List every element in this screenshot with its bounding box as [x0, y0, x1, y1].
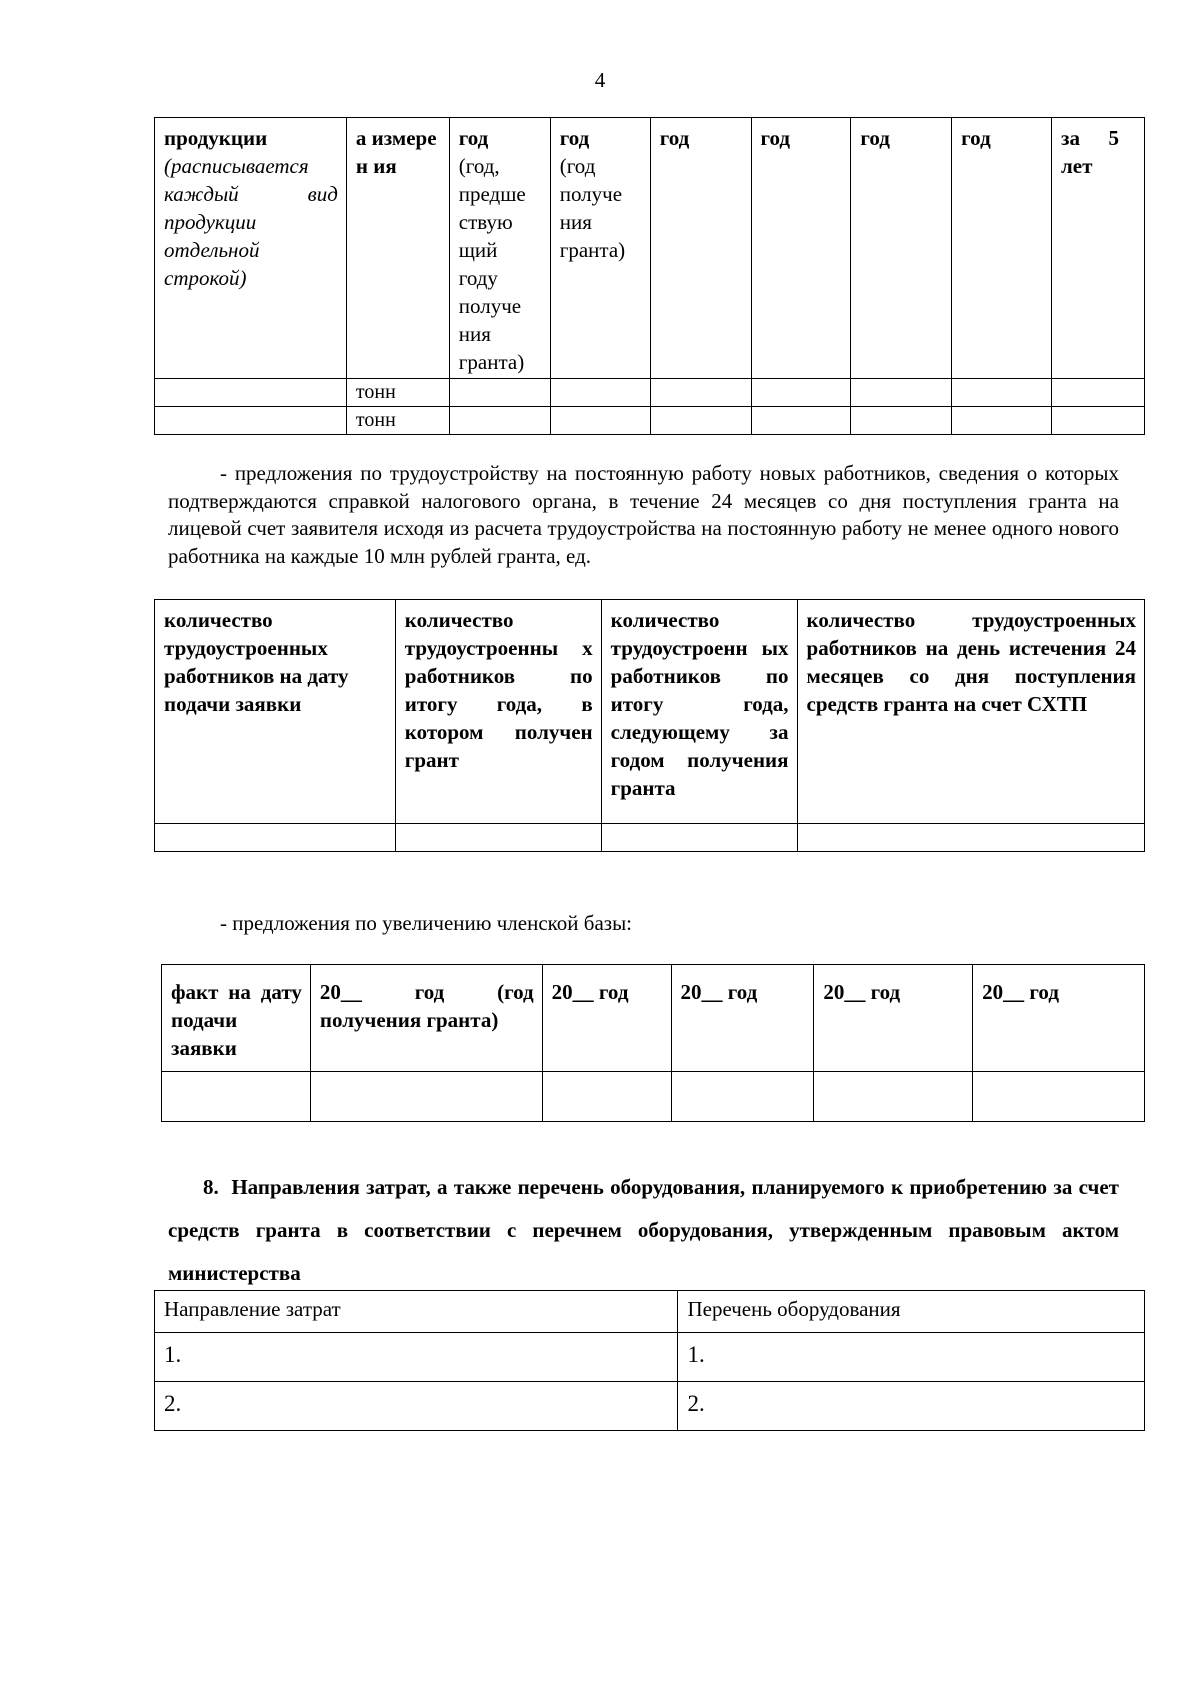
member-header-fact: факт на дату подачи заявки	[162, 965, 311, 1072]
table-row	[155, 824, 1145, 852]
employment-table	[154, 599, 1145, 852]
header-year-grant: год (год получе ния гранта)	[550, 118, 650, 379]
member-header-year: 20__ год	[973, 965, 1145, 1072]
header-year-before-note: (год, предше ствую щий году получе ния гранта)	[458, 154, 526, 374]
table-row: 2. 2.	[155, 1382, 1145, 1431]
membership-paragraph: - предложения по увеличению членской базы:	[220, 911, 633, 935]
production-table	[154, 117, 1145, 435]
emp-header-24-months: количество трудоустроенных работников на день истечения 24 месяцев со дня поступления средств гранта на счет СХТП	[797, 600, 1144, 824]
header-product-label: продукции	[164, 126, 268, 150]
member-header-year: 20__ год	[671, 965, 814, 1072]
unit-cell: тонн	[355, 409, 396, 431]
header-year-5: год	[851, 118, 952, 379]
table-row	[155, 407, 1145, 435]
equipment-table	[154, 1290, 1145, 1431]
equip-header-list: Перечень оборудования	[678, 1291, 1145, 1333]
unit-cell: тонн	[355, 381, 396, 403]
emp-header-submission: количество трудоустроенных работников на дату подачи заявки	[155, 600, 396, 824]
employment-paragraph: - предложения по трудоустройству на постоянную работу новых работников, сведения о которых подтверждаются справкой налогового органа, в течение 24 месяцев со дня поступления гранта на лицевой счет заявителя исходя из расчета трудоустройства на постоянную работу не менее одного нового работника на каждые 10 млн рублей гранта, ед.	[168, 461, 1119, 568]
header-year-6: год	[952, 118, 1052, 379]
header-product	[155, 118, 347, 379]
table-row	[162, 1072, 1145, 1122]
page-number: 4	[594, 68, 606, 92]
header-year-before: год (год, предше ствую щий году получе ния гранта)	[449, 118, 550, 379]
emp-header-next-year: количество трудоустроенн ых работников по итогу года, следующему за годом получения гранта	[601, 600, 797, 824]
membership-table	[161, 964, 1145, 1122]
section-8-number: 8.	[203, 1175, 219, 1199]
member-header-grant-year: 20__ год (год получения гранта)	[310, 965, 542, 1072]
section-8-title: Направления затрат, а также перечень оборудования, планируемого к приобретению за счет средств гранта в соответствии с перечнем оборудования, утвержденным правовым актом министерства	[168, 1175, 1119, 1285]
emp-header-grant-year: количество трудоустроенны х работников по итогу года, в котором получен грант	[395, 600, 601, 824]
table-row	[155, 379, 1145, 407]
header-product-note: (расписывается каждый вид продукции отдельной строкой)	[164, 154, 338, 290]
header-year-grant-note: (год получе ния гранта)	[559, 154, 626, 262]
header-year-4: год	[751, 118, 851, 379]
member-header-year: 20__ год	[814, 965, 973, 1072]
table-row: 1. 1.	[155, 1333, 1145, 1382]
section-8-heading	[168, 1166, 1119, 1295]
equip-header-direction: Направление затрат	[155, 1291, 678, 1333]
header-unit: а измерен ия	[346, 118, 449, 379]
member-header-year: 20__ год	[542, 965, 671, 1072]
header-total-5-years: за 5 лет	[1052, 118, 1145, 379]
header-year-3: год	[650, 118, 751, 379]
